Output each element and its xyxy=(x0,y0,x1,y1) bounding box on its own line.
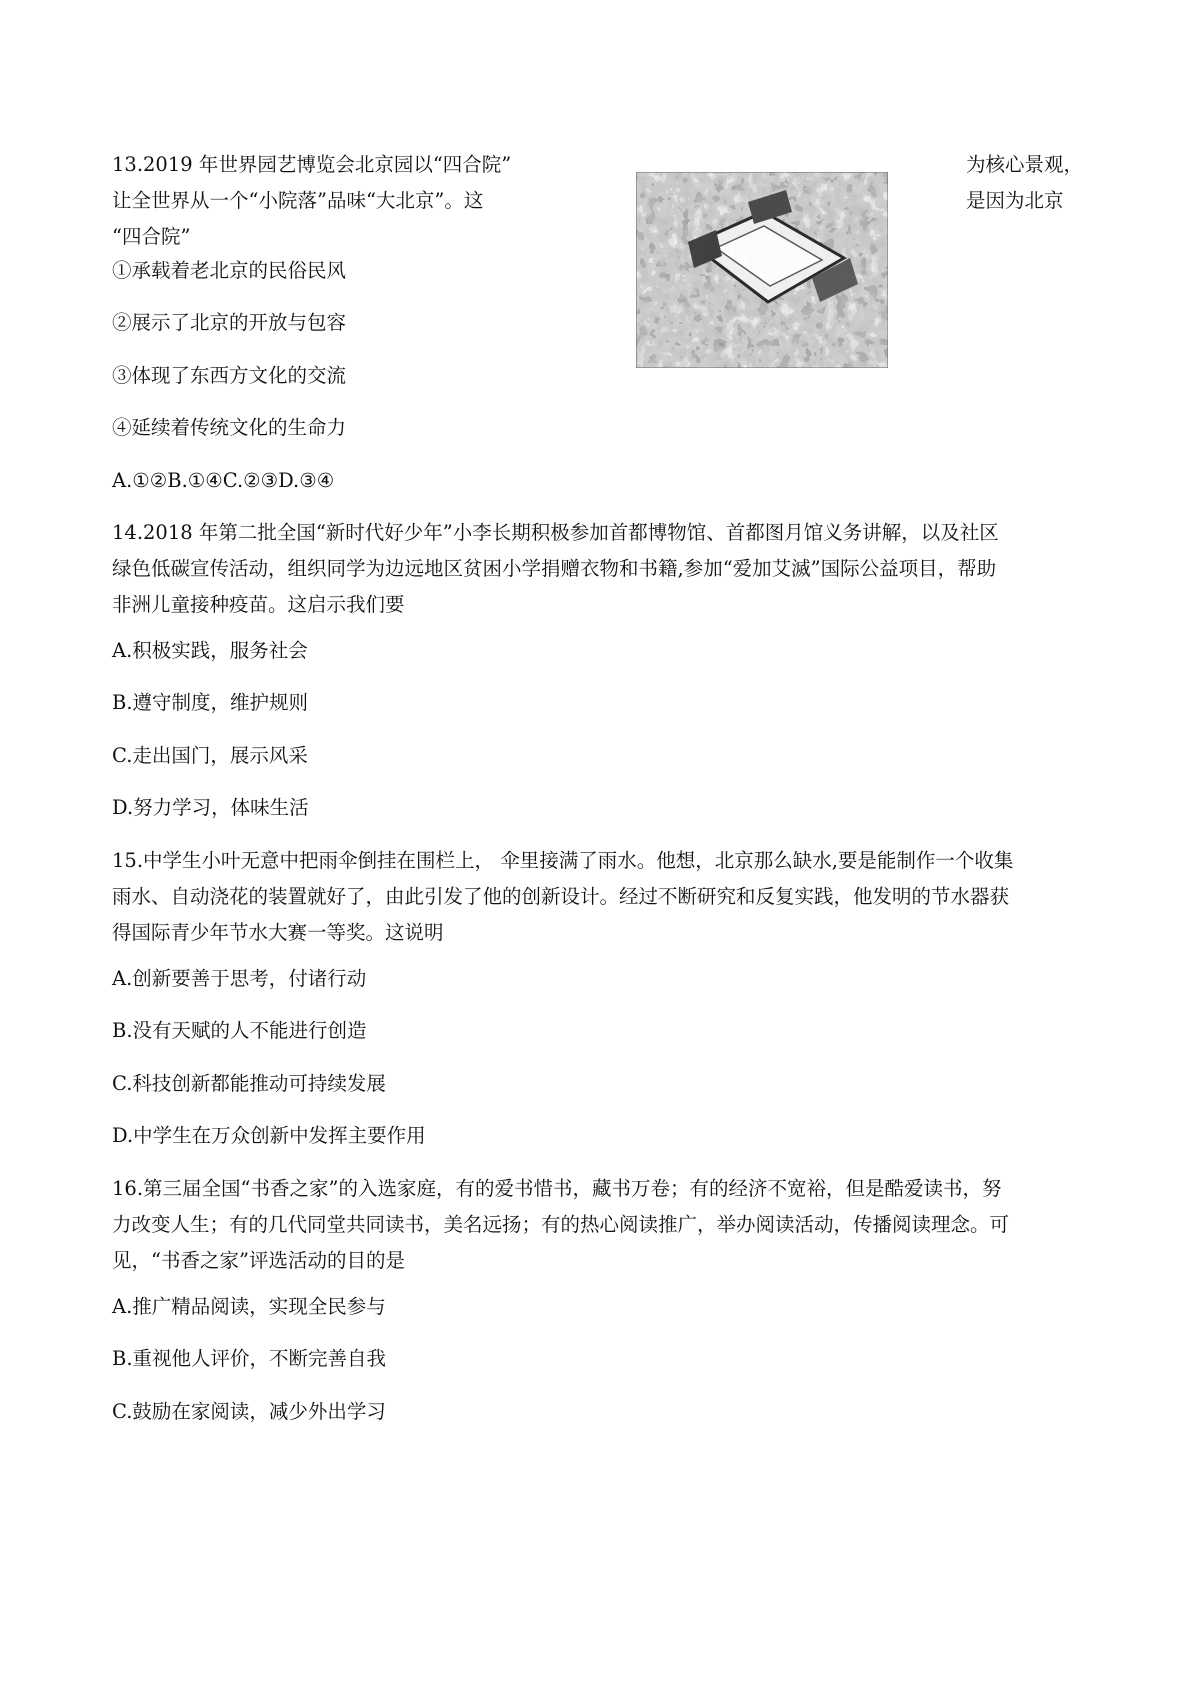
q13-stem-line-1: 13.2019 年世界园艺博览会北京园以“四合院” xyxy=(112,153,512,176)
q13-stem-line-1-continued: 为核心景观， xyxy=(966,153,1084,176)
q14-option-a: A.积极实践，服务社会 xyxy=(112,639,308,662)
q16-option-a: A.推广精品阅读，实现全民参与 xyxy=(112,1295,386,1318)
siheyuan-aerial-photo xyxy=(636,172,888,368)
q14-option-d: D.努力学习，体味生活 xyxy=(112,796,309,819)
q13-item-4: ④延续着传统文化的生命力 xyxy=(112,416,347,439)
q15-option-a: A.创新要善于思考，付诸行动 xyxy=(112,967,367,990)
q13-stem-line-2: 让全世界从一个“小院落”品味“大北京”。这 xyxy=(112,189,484,212)
q15-stem-line-1: 15.中学生小叶无意中把雨伞倒挂在围栏上， 伞里接满了雨水。他想，北京那么缺水,要是能制作一个收集 xyxy=(112,849,1014,872)
q13-stem-line-2-continued: 是因为北京 xyxy=(966,189,1064,212)
q13-item-2: ②展示了北京的开放与包容 xyxy=(112,311,347,334)
q15-option-d: D.中学生在万众创新中发挥主要作用 xyxy=(112,1124,426,1147)
q15-stem-line-2: 雨水、自动浇花的装置就好了，由此引发了他的创新设计。经过不断研究和反复实践，他发明的节水器获 xyxy=(112,885,1010,908)
q14-stem-line-1: 14.2018 年第二批全国“新时代好少年”小李长期积极参加首都博物馆、首都图月馆义务讲解，以及社区 xyxy=(112,521,999,544)
q16-stem-line-1: 16.第三届全国“书香之家”的入选家庭，有的爱书惜书，藏书万卷；有的经济不宽裕，但是酷爱读书，努 xyxy=(112,1177,1002,1200)
q16-stem-line-3: 见，“书香之家”评选活动的目的是 xyxy=(112,1249,405,1272)
q16-option-c: C.鼓励在家阅读，减少外出学习 xyxy=(112,1400,386,1423)
q16-option-b: B.重视他人评价，不断完善自我 xyxy=(112,1347,387,1370)
q15-option-c: C.科技创新都能推动可持续发展 xyxy=(112,1072,386,1095)
q15-option-b: B.没有天赋的人不能进行创造 xyxy=(112,1019,367,1042)
q14-option-c: C.走出国门，展示风采 xyxy=(112,744,308,767)
q14-stem-line-2: 绿色低碳宣传活动，组织同学为边远地区贫困小学捐赠衣物和书籍,参加“爱加艾滅”国际公益项目，帮助 xyxy=(112,557,997,580)
q14-option-b: B.遵守制度，维护规则 xyxy=(112,691,309,714)
q14-stem-line-3: 非洲儿童接种疫苗。这启示我们要 xyxy=(112,593,405,616)
q15-stem-line-3: 得国际青少年节水大赛一等奖。这说明 xyxy=(112,921,444,944)
q13-answer-options: A.①②B.①④C.②③D.③④ xyxy=(112,469,335,492)
q13-item-3: ③体现了东西方文化的交流 xyxy=(112,364,347,387)
q13-item-1: ①承载着老北京的民俗民风 xyxy=(112,259,347,282)
q16-stem-line-2: 力改变人生；有的几代同堂共同读书，美名远扬；有的热心阅读推广，举办阅读活动，传播阅读理念。可 xyxy=(112,1213,1010,1236)
q13-stem-line-3: “四合院” xyxy=(112,225,191,248)
